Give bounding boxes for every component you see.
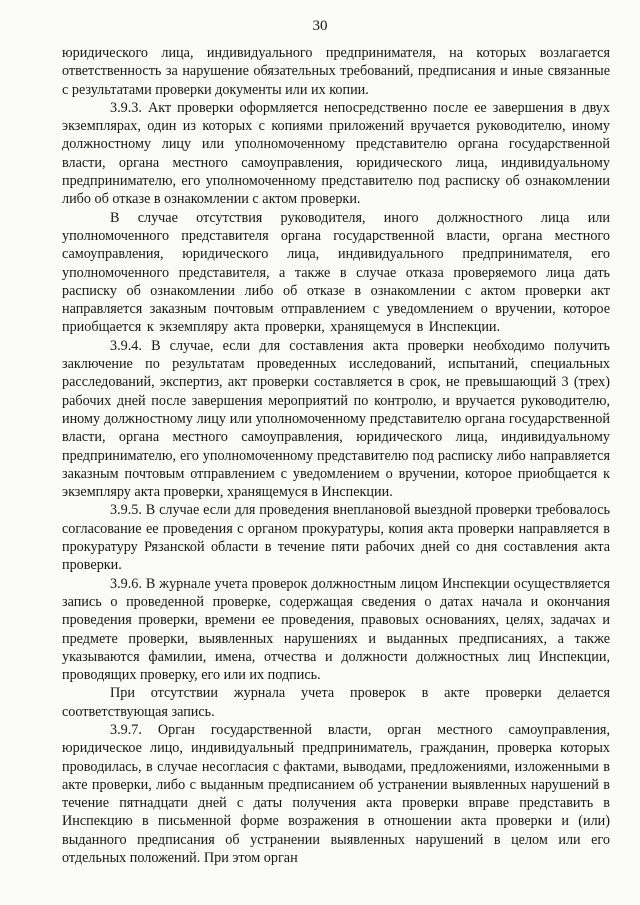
paragraph-3-9-6: 3.9.6. В журнале учета проверок должностным лицом Инспекции осуществляется запись о проведенной проверке, содержащая сведения о датах начала и окончания проведения проверки, времени ее проведения, правовых основаниях, целях, задачах и предмете проверки, выявленных нарушениях и выданных предписаниях, а также указываются фамилии, имена, отчества и должности должностных лиц Инспекции, проводящих проверку, его или их подпись. [62, 575, 610, 684]
paragraph-absence-of-head: В случае отсутствия руководителя, иного должностного лица или уполномоченного представителя органа государственной власти, органа местного самоуправления, юридического лица, индивидуального предпринимателя, его уполномоченного представителя, а также в случае отказа проверяемого лица дать расписку об ознакомлении либо об отказе в ознакомлении с актом проверки акт направляется заказным почтовым отправлением с уведомлением о вручении, которое приобщается к экземпляру акта проверки, хранящемуся в Инспекции. [62, 209, 610, 336]
page-number: 30 [312, 18, 328, 34]
paragraph-no-journal: При отсутствии журнала учета проверок в акте проверки делается соответствующая запись. [62, 685, 610, 720]
paragraph-continuation: юридического лица, индивидуального предпринимателя, на которых возлагается ответственность за нарушение обязательных требований, предписания и иные связанные с результатами проверки документы или их копии. [62, 45, 610, 98]
document-body [62, 44, 610, 867]
paragraph-3-9-4: 3.9.4. В случае, если для составления акта проверки необходимо получить заключение по результатам проведенных исследований, испытаний, специальных расследований, экспертиз, акт проверки составляется в срок, не превышающий 3 (трех) рабочих дней после завершения мероприятий по контролю, и вручается руководителю, иному должностному лицу или уполномоченному представителю органа государственной власти, органа местного самоуправления, юридического лица, индивидуальному предпринимателю, его уполномоченному представителю под расписку либо направляется заказным почтовым отправлением с уведомлением о вручении, которое приобщается к экземпляру акта проверки, хранящемуся в Инспекции. [62, 337, 610, 501]
paragraph-3-9-7: 3.9.7. Орган государственной власти, орган местного самоуправления, юридическое лицо, индивидуальный предприниматель, гражданин, проверка которых проводилась, в случае несогласия с фактами, выводами, предложениями, изложенными в акте проверки, либо с выданным предписанием об устранении выявленных нарушений в течение пятнадцати дней с даты получения акта проверки вправе представить в Инспекцию в письменной форме возражения в отношении акта проверки и (или) выданного предписания об устранении выявленных нарушений в целом или его отдельных положений. При этом орган [62, 721, 610, 867]
paragraph-3-9-5: 3.9.5. В случае если для проведения внеплановой выездной проверки требовалось согласование ее проведения с органом прокуратуры, копия акта проверки направляется в прокуратуру Рязанской области в течение пяти рабочих дней со дня составления акта проверки. [62, 502, 610, 574]
paragraph-3-9-3: 3.9.3. Акт проверки оформляется непосредственно после ее завершения в двух экземплярах, один из которых с копиями приложений вручается руководителю, иному должностному лицу или уполномоченному представителю органа государственной власти, органа местного самоуправления, юридического лица, индивидуальному предпринимателю, его уполномоченному представителю под расписку об ознакомлении либо об отказе в ознакомлении с актом проверки. [62, 99, 610, 208]
